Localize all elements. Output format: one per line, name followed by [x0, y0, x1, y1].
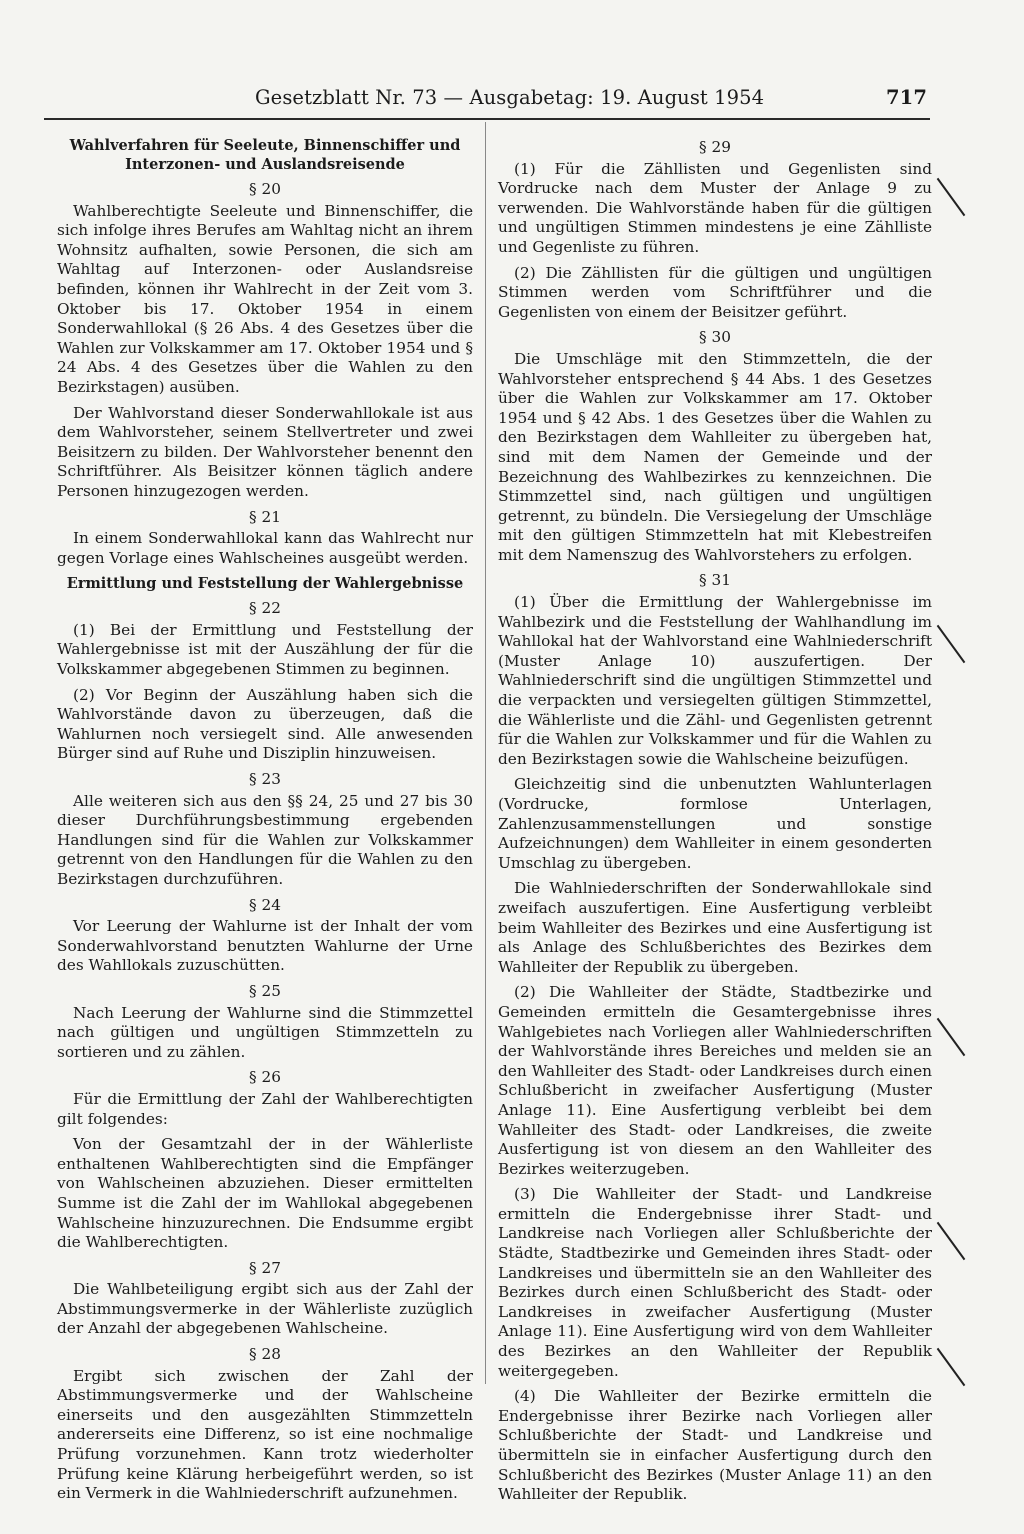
paragraph: Wahlberechtigte Seeleute und Binnenschiffer, die sich infolge ihres Berufes am Wahltag nicht an ihrem Wohnsitz aufhalten, sowie Personen, die sich am Wahltag auf Interzonen- oder Auslandsreise befinden, können ihr Wahlrecht in der Zeit vom 3. Oktober bis 17. Oktober 1954 in einem Sonderwahllokal (§ 26 Abs. 4 des Gesetzes über die Wahlen zur Volkskammer am 17. Oktober 1954 und § 24 Abs. 4 des Gesetzes über die Wahlen zu den Bezirkstagen) ausüben. — [57, 201, 473, 396]
paragraph-number: § 29 — [699, 138, 731, 156]
paragraph: (2) Die Zähllisten für die gültigen und ungültigen Stimmen werden vom Schriftführer und die Gegenlisten von einem der Beisitzer geführt. — [498, 263, 932, 321]
page-number: 717 — [885, 86, 927, 109]
paragraph: Ergibt sich zwischen der Zahl der Abstimmungsvermerke und der Wahlscheine einerseits und den ausgezählten Stimmzetteln andererseits eine Differenz, so ist eine nochmalige Prüfung vorzunehmen. Kann trotz wiederholter Prüfung keine Klärung herbeigeführt werden, so ist ein Vermerk in die Wahlniederschrift aufzunehmen. — [57, 1366, 473, 1503]
paragraph: Für die Ermittlung der Zahl der Wahlberechtigten gilt folgendes: — [57, 1089, 473, 1128]
header-title: Gesetzblatt Nr. 73 — Ausgabetag: 19. August 1954 — [255, 86, 765, 109]
paragraph-number: § 28 — [249, 1345, 281, 1364]
paragraph: Die Umschläge mit den Stimmzetteln, die der Wahlvorsteher entsprechend § 44 Abs. 1 des Gesetzes über die Wahlen zur Volkskammer am 17. Oktober 1954 und § 42 Abs. 1 des Gesetzes über die Wahlen zu den Bezirkstagen dem Wahlleiter zu übergeben hat, sind mit dem Namen der Gemeinde und der Bezeichnung des Wahlbezirkes zu kennzeichnen. Die Stimmzettel sind, nach gültigen und ungültigen getrennt, zu bündeln. Die Versiegelung der Umschläge mit den gültigen Stimmzetteln hat mit Klebestreifen mit dem Namenszug des Wahlvorstehers zu erfolgen. — [498, 349, 932, 564]
paragraph: Der Wahlvorstand dieser Sonderwahllokale ist aus dem Wahlvorsteher, seinem Stellvertreter und zwei Beisitzern zu bilden. Der Wahlvorsteher benennt den Schriftführer. Als Beisitzer können täglich andere Personen hinzugezogen werden. — [57, 403, 473, 500]
paragraph: (1) Über die Ermittlung der Wahlergebnisse im Wahlbezirk und die Feststellung der Wahlhandlung im Wahllokal hat der Wahlvorstand eine Wahlniederschrift (Muster Anlage 10) auszufertigen. Der Wahlniederschrift sind die ungültigen Stimmzettel und die verpackten und versiegelten gültigen Stimmzettel, die Wählerliste und die Zähl- und Gegenlisten getrennt für die Wahlen zur Volkskammer und für die Wahlen zu den Bezirkstagen sowie die Wahlscheine beizufügen. — [498, 593, 932, 768]
section-heading: Wahlverfahren für Seeleute, Binnenschiffer und Interzonen- und Auslandsreisende — [69, 137, 461, 173]
margin-mark — [938, 1348, 964, 1388]
paragraph: (2) Die Wahlleiter der Städte, Stadtbezirke und Gemeinden ermitteln die Gesamtergebnisse ihres Wahlgebietes nach Vorliegen aller Wahlniederschriften der Wahlvorstände ihres Bereiches und melden sie an den Wahlleiter des Stadt- oder Landkreises durch einen Schlußbericht in zweifacher Ausfertigung (Muster Anlage 11). Eine Ausfertigung verbleibt bei dem Wahlleiter des Stadt- oder Landkreises, die zweite Ausfertigung ist von diesem an den Wahlleiter des Bezirkes weiterzugeben. — [498, 983, 932, 1178]
column-divider — [485, 122, 486, 1384]
page-header — [255, 86, 927, 114]
paragraph: (4) Die Wahlleiter der Bezirke ermitteln die Endergebnisse ihrer Bezirke nach Vorliegen aller Schlußberichte der Stadt- und Landkreise und übermitteln sie in einfacher Ausfertigung durch den Schlußbericht des Bezirkes (Muster Anlage 11) an den Wahlleiter der Republik. — [498, 1387, 932, 1504]
paragraph: Die Wahlniederschriften der Sonderwahllokale sind zweifach auszufertigen. Eine Ausfertigung verbleibt beim Wahlleiter des Bezirkes und eine Ausfertigung ist als Anlage des Schlußberichtes des Bezirkes dem Wahlleiter der Republik zu übergeben. — [498, 879, 932, 976]
paragraph: Alle weiteren sich aus den §§ 24, 25 und 27 bis 30 dieser Durchführungsbestimmung ergebenden Handlungen sind für die Wahlen zur Volkskammer getrennt von den Handlungen für die Wahlen zu den Bezirkstagen durchzuführen. — [57, 791, 473, 888]
paragraph-number: § 27 — [249, 1258, 281, 1277]
paragraph: Von der Gesamtzahl der in der Wählerliste enthaltenen Wahlberechtigten sind die Empfänger von Wahlscheinen abzuziehen. Dieser ermittelten Summe ist die Zahl der im Wahllokal abgegebenen Wahlscheine hinzuzurechnen. Die Endsumme ergibt die Wahlberechtigten. — [57, 1135, 473, 1252]
paragraph-number: § 21 — [249, 507, 281, 526]
header-rule — [44, 118, 930, 120]
paragraph: (1) Für die Zähllisten und Gegenlisten sind Vordrucke nach dem Muster der Anlage 9 zu verwenden. Die Wahlvorstände haben für die gültigen und ungültigen Stimmen mindestens je eine Zählliste und Gegenliste zu führen. — [498, 159, 932, 256]
margin-mark — [938, 625, 964, 665]
paragraph-number: § 20 — [249, 180, 281, 198]
paragraph-number: § 22 — [249, 599, 281, 618]
margin-mark — [938, 1018, 964, 1058]
paragraph-number: § 30 — [699, 328, 731, 347]
paragraph: In einem Sonderwahllokal kann das Wahlrecht nur gegen Vorlage eines Wahlscheines ausgeübt werden. — [57, 529, 473, 567]
paragraph-number: § 25 — [249, 981, 281, 1000]
paragraph-number: § 31 — [699, 571, 731, 590]
paragraph: Vor Leerung der Wahlurne ist der Inhalt der vom Sonderwahlvorstand benutzten Wahlurne der Urne des Wahllokals zuzuschütten. — [57, 917, 473, 975]
paragraph: (3) Die Wahlleiter der Stadt- und Landkreise ermitteln die Endergebnisse ihrer Stadt- und Landkreise nach Vorliegen aller Schlußberichte der Städte, Stadtbezirke und Gemeinden ihres Stadt- oder Landkreises und übermitteln sie an den Wahlleiter des Bezirkes durch einen Schlußbericht des Stadt- oder Landkreises in zweifacher Ausfertigung (Muster Anlage 11). Eine Ausfertigung wird von dem Wahlleiter des Bezirkes an den Wahlleiter der Republik weitergegeben. — [498, 1185, 932, 1380]
right-column — [498, 132, 932, 1511]
paragraph-number: § 23 — [249, 770, 281, 789]
paragraph-number: § 24 — [249, 895, 281, 914]
left-column — [57, 132, 473, 1510]
margin-mark — [938, 178, 964, 218]
margin-mark — [938, 1222, 964, 1262]
paragraph: (1) Bei der Ermittlung und Feststellung der Wahlergebnisse ist mit der Auszählung der für die Volkskammer abgegebenen Stimmen zu beginnen. — [57, 620, 473, 679]
paragraph: Gleichzeitig sind die unbenutzten Wahlunterlagen (Vordrucke, formlose Unterlagen, Zahlenzusammenstellungen und sonstige Aufzeichnungen) dem Wahlleiter in einem gesonderten Umschlag zu übergeben. — [498, 775, 932, 872]
paragraph: (2) Vor Beginn der Auszählung haben sich die Wahlvorstände davon zu überzeugen, daß die Wahlurnen noch versiegelt sind. Alle anwesenden Bürger sind auf Ruhe und Disziplin hinzuweisen. — [57, 685, 473, 763]
paragraph: Nach Leerung der Wahlurne sind die Stimmzettel nach gültigen und ungültigen Stimmzetteln zu sortieren und zu zählen. — [57, 1003, 473, 1061]
section-heading: Ermittlung und Feststellung der Wahlergebnisse — [66, 575, 464, 593]
paragraph-number: § 26 — [249, 1068, 281, 1087]
paragraph: Die Wahlbeteiligung ergibt sich aus der Zahl der Abstimmungsvermerke in der Wählerliste zuzüglich der Anzahl der abgegebenen Wahlscheine. — [57, 1280, 473, 1338]
